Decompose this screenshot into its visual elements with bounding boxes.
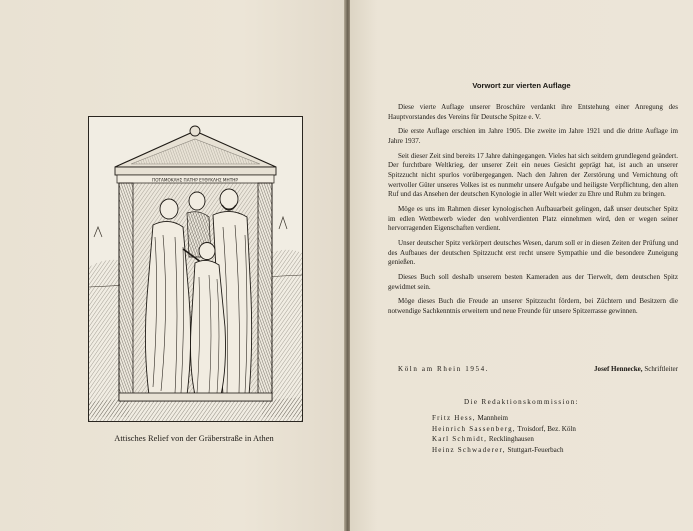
preface-paragraph: Unser deutscher Spitz verkörpert deutsches Wesen, darum soll er in diesen Zeiten der Prüfung und des Aufbaues der deutschen Spitzzucht erst recht unsere Sympathie und die besondere Zuneigung genießen. xyxy=(388,238,678,267)
relief-illustration xyxy=(88,116,303,422)
member-name: Heinz Schwaderer, xyxy=(432,445,506,454)
preface-paragraph: Möge dieses Buch die Freude an unserer Spitzzucht fördern, bei Züchtern und Besitzern die notwendige Sachkenntnis erweitern und neue Freunde für unsere Spitzerrasse gewinnen. xyxy=(388,297,678,315)
signature-name-role xyxy=(594,365,678,373)
signature-role: Schriftleiter xyxy=(644,365,678,373)
preface-title: Vorwort zur vierten Auflage xyxy=(472,81,571,90)
member-name: Karl Schmidt, xyxy=(432,435,488,444)
member-name: Fritz Hess, xyxy=(432,414,476,422)
right-page xyxy=(350,0,693,531)
left-page xyxy=(0,0,346,531)
preface-paragraph: Dieses Buch soll deshalb unserem besten Kameraden aus der Tierwelt, dem deutschen Spitz gewidmet sein. xyxy=(388,272,678,291)
signature-name: Josef Hennecke, xyxy=(594,365,643,373)
preface-paragraph: Möge es uns im Rahmen dieser kynologischen Aufbauarbeit gelingen, daß unser deutscher Spitz im edlen Wettbewerb wieder den wohlverdienten Platz einnehmen wird, den er wegen seiner hervorragenden Eigenschaften verdient. xyxy=(388,204,678,233)
commission-member xyxy=(432,434,576,445)
preface-paragraph: Diese vierte Auflage unserer Broschüre verdankt ihre Entstehung einer Anregung des Hauptvorstandes des Vereins für Deutsche Spitze e. V. xyxy=(388,103,678,121)
member-place: Stuttgart-Feuerbach xyxy=(507,445,564,454)
signature-line xyxy=(388,365,678,376)
member-place: Troisdorf, Bez. Köln xyxy=(517,424,576,433)
preface-body xyxy=(388,103,678,321)
commission-member xyxy=(432,445,576,456)
commission-heading: Die Redaktionskommission: xyxy=(463,398,580,406)
signature-place-date: Köln am Rhein 1954. xyxy=(398,365,490,373)
commission-member xyxy=(432,424,576,435)
commission-member-list xyxy=(432,413,576,455)
member-place: Recklinghausen xyxy=(488,435,534,444)
plate-caption: Attisches Relief von der Gräberstraße in Athen xyxy=(114,434,274,443)
stele-inscription: ΠΟΤΑΜΟΚΛΗΣ ΠΑΤΗΡ ΕΥΘΥΚΛΗΣ ΜΗΤΗΡ xyxy=(152,177,238,183)
preface-paragraph: Seit dieser Zeit sind bereits 17 Jahre dahingegangen. Vieles hat sich seitdem grundlegend geändert. Der furchtbare Weltkrieg, der unserer Zeit ein neues Gesicht geprägt hat, ist auch an unserer Spitzzucht nicht spurlos vorübergegangen. Nach den Jahren der Zerstörung und Vernichtung oft wertvoller Güter unseres Volkes ist es nunmehr unsere Aufgabe und heiligste Verpflichtung, den alten Ruf und das Ansehen der deutschen Kynologie in aller Welt wieder zu Ehre und Ruhm zu bringen. xyxy=(388,151,678,199)
grave-relief-drawing xyxy=(89,117,302,421)
member-place: Mannheim xyxy=(477,414,509,422)
commission-member xyxy=(432,413,576,424)
member-name: Heinrich Sassenberg, xyxy=(432,424,516,433)
preface-paragraph: Die erste Auflage erschien im Jahre 1905. Die zweite im Jahre 1921 und die dritte Auflage im Jahre 1937. xyxy=(388,127,678,145)
